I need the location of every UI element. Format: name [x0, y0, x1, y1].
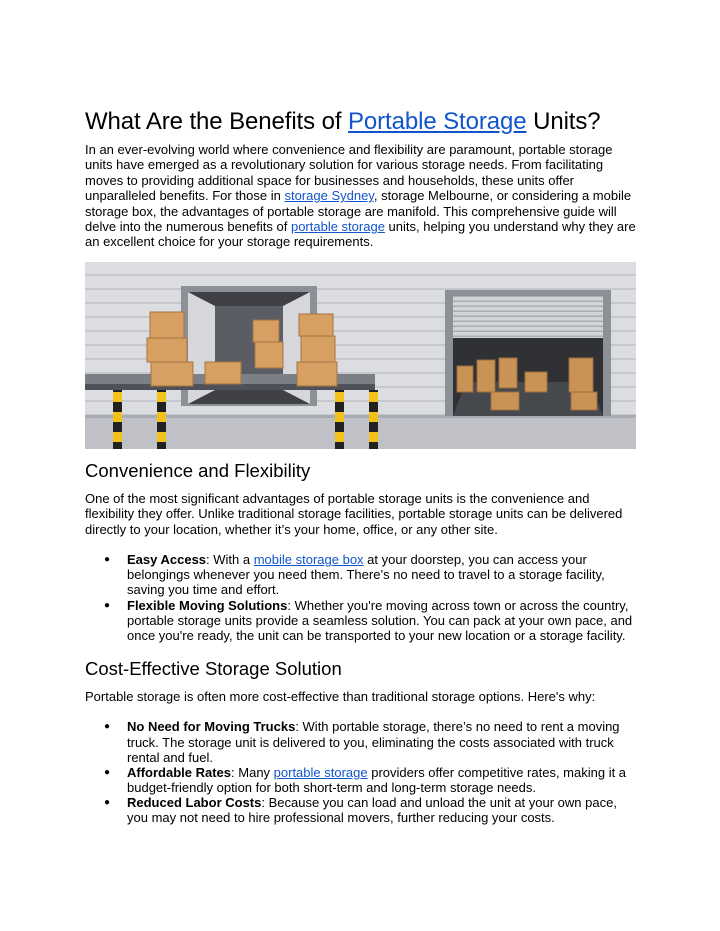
- list-item-text: : Because you can load and unload the unit at your own pace, you may not need to hire professional movers, further reducing your costs.: [127, 794, 617, 825]
- list-item-text: : Many: [231, 764, 274, 780]
- page-title: [85, 108, 601, 136]
- storage-sydney-link[interactable]: storage Sydney: [284, 188, 374, 204]
- list-item: [85, 719, 640, 764]
- list-item-text: : With a: [206, 552, 254, 568]
- portable-storage-link[interactable]: portable storage: [290, 219, 385, 235]
- list-item-title: No Need for Moving Trucks: [127, 719, 296, 735]
- list-item-title: Affordable Rates: [127, 764, 232, 780]
- bullet-icon: ●: [104, 796, 111, 808]
- section-paragraph: One of the most significant advantages of portable storage units is the convenience and flexibility they offer. Unlike traditional storage facilities, portable storage units can be delivered directly to your location, whether it’s your home, office, or any other site.: [85, 491, 623, 537]
- section-convenience: [85, 460, 640, 643]
- intro-text: In an ever-evolving world where convenience and flexibility are paramount, portable storage units have emerged as a revolutionary solution for various storage needs. From facilitating moves to providing additional space for businesses and households, these units offer unparalleled benefits. For those in: [85, 142, 613, 204]
- hero-image: [85, 262, 636, 449]
- intro-text: units, helping you understand why they are an excellent choice for your storage requirements.: [85, 219, 636, 250]
- intro-paragraph: [85, 142, 640, 250]
- bullet-list: [85, 719, 640, 825]
- bullet-list: [85, 552, 640, 643]
- section-paragraph: Portable storage is often more cost-effective than traditional storage options. Here's why:: [85, 689, 596, 704]
- list-item-title: Easy Access: [127, 552, 207, 568]
- list-item: [85, 765, 640, 795]
- list-item-title: Flexible Moving Solutions: [127, 597, 288, 613]
- list-item: [85, 552, 640, 597]
- list-item-title: Reduced Labor Costs: [127, 794, 262, 810]
- bullet-icon: ●: [104, 599, 111, 611]
- title-text: What Are the Benefits of: [85, 108, 348, 135]
- portable-storage-link[interactable]: portable storage: [273, 764, 368, 780]
- section-heading: Convenience and Flexibility: [85, 460, 311, 481]
- list-item: [85, 795, 640, 825]
- list-item-text: : With portable storage, there’s no need to rent a moving truck. The storage unit is delivered to you, eliminating the costs associated with truck rental and fuel.: [127, 719, 620, 765]
- title-text-end: Units?: [526, 108, 601, 135]
- bullet-icon: ●: [104, 721, 111, 733]
- list-item: [85, 598, 640, 643]
- title-link[interactable]: Portable Storage: [347, 108, 527, 135]
- intro-text: , storage Melbourne, or considering a mobile storage box, the advantages of portable storage are manifold. This comprehensive guide will delve into the numerous benefits of: [85, 188, 632, 235]
- mobile-storage-box-link[interactable]: mobile storage box: [253, 552, 364, 568]
- bullet-icon: ●: [104, 766, 111, 778]
- bullet-icon: ●: [104, 554, 111, 566]
- section-heading: Cost-Effective Storage Solution: [85, 658, 342, 679]
- list-item-text: : Whether you're moving across town or across the country, portable storage units provide a seamless solution. You can pack at your own pace, and once you're ready, the unit can be transported to your new location or a storage facility.: [127, 597, 633, 643]
- section-cost-effective: [85, 658, 640, 825]
- list-item-text: at your doorstep, you can access your belongings whenever you need them. There’s no need to travel to a storage facility, saving you time and effort.: [127, 552, 605, 598]
- list-item-text: providers offer competitive rates, making it a budget-friendly option for both short-term and long-term storage needs.: [127, 764, 627, 795]
